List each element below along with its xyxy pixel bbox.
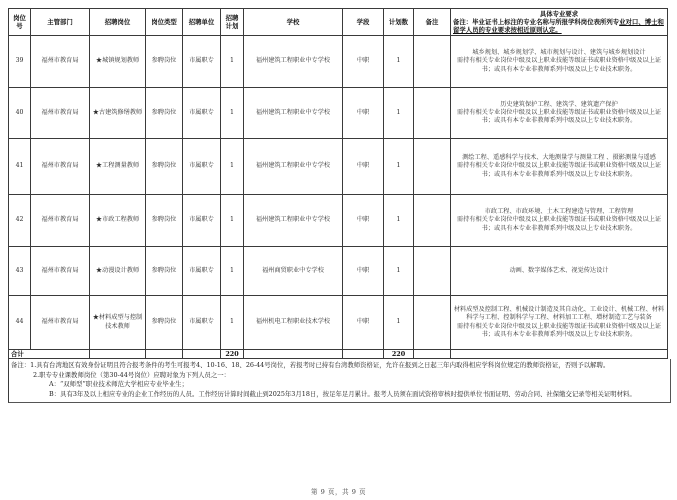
table-row: [9, 139, 668, 195]
total-plan: 220: [221, 350, 244, 359]
cell-plan-count: 1: [384, 36, 414, 88]
table-row: [9, 296, 668, 350]
cell-plan-count: 1: [384, 296, 414, 350]
header-plan-count: 计划数: [384, 9, 414, 36]
cell-plan-count: 1: [384, 195, 414, 247]
cell-requirements: [451, 36, 668, 88]
cell-stage: 中职: [343, 88, 384, 139]
cell-plan: 1: [221, 247, 244, 296]
cell-unit: 市属职专: [183, 36, 221, 88]
cell-stage: 中职: [343, 296, 384, 350]
total-empty: [244, 350, 343, 359]
header-stage: 学段: [343, 9, 384, 36]
total-empty: [343, 350, 384, 359]
recruitment-table: [8, 8, 668, 359]
cell-post-type: 参聘岗位: [146, 296, 183, 350]
req-major: 材料成型及控制工程、机械设计制造及其自动化、工业设计、机械工程、材料科学与工程、控制科学与工程、材料加工工程、增材制造工艺与装备: [453, 306, 665, 322]
cell-unit: 市属职专: [183, 247, 221, 296]
cell-school: 福州建筑工程职业中专学校: [244, 36, 343, 88]
cell-post-name: ★市政工程教师: [90, 195, 146, 247]
cell-department: 福州市教育局: [31, 88, 90, 139]
cell-post-name: ★工程测量教师: [90, 139, 146, 195]
cell-department: 福州市教育局: [31, 296, 90, 350]
cell-requirements: [451, 247, 668, 296]
cell-post-no: 40: [9, 88, 31, 139]
note-2b: B：具有3年及以上相应专业的企业工作经历的人员。工作经历计算时间截止到2025年3月18日，按足年足月累计。报考人员须在面试资格审核时提供单位书面证明、劳动合同、社保缴交记录等相关证明材料。: [49, 389, 636, 398]
cell-school: 福州机电工程职业技术学校: [244, 296, 343, 350]
requirements-title: 具体专业要求: [539, 9, 579, 18]
cell-remark: [414, 247, 451, 296]
recruitment-table-page: [8, 8, 667, 403]
cell-post-name: ★古建筑修缮教师: [90, 88, 146, 139]
requirements-note-b: 业对口、博士和留学人员的专业要求按相近原则认定。: [453, 17, 664, 35]
cell-requirements: [451, 88, 668, 139]
cell-plan: 1: [221, 195, 244, 247]
requirements-note-a: 备注：毕业证书上标注的专业名称与所报学科岗位表所列专: [453, 17, 620, 26]
req-cert: 需持有相关专业岗位中级及以上职业技能等级证书或职业资格中级及以上证书；或具有本专业非教师系列中级及以上专业技术职务。: [456, 216, 662, 232]
cell-remark: [414, 88, 451, 139]
requirements-note: [453, 18, 665, 34]
cell-post-no: 43: [9, 247, 31, 296]
cell-school: 福州建筑工程职业中专学校: [244, 195, 343, 247]
header-school: 学校: [244, 9, 343, 36]
req-major: 市政工程、市政环境、土木工程建造与管理、工程管理: [484, 208, 634, 216]
cell-stage: 中职: [343, 36, 384, 88]
cell-plan-count: 1: [384, 88, 414, 139]
notes-section: [8, 359, 671, 403]
cell-department: 福州市教育局: [31, 195, 90, 247]
req-major: 历史建筑保护工程、建筑学、建筑遗产保护: [500, 100, 618, 108]
header-department: 主管部门: [31, 9, 90, 36]
table-row: [9, 247, 668, 296]
cell-plan: 1: [221, 139, 244, 195]
table-header-row: [9, 9, 668, 36]
cell-department: 福州市教育局: [31, 139, 90, 195]
cell-remark: [414, 195, 451, 247]
cell-post-name: ★动漫设计教师: [90, 247, 146, 296]
note-2: 2.职专专业课教师岗位（第30-44号岗位）应聘对象为下列人员之一：: [33, 370, 231, 379]
cell-post-no: 42: [9, 195, 31, 247]
req-cert: 需持有相关专业岗位中级及以上职业技能等级证书或职业资格中级及以上证书；或具有本专业非教师系列中级及以上专业技术职务。: [456, 108, 662, 125]
header-unit: 招聘单位: [183, 9, 221, 36]
cell-unit: 市属职专: [183, 296, 221, 350]
cell-requirements: [451, 139, 668, 195]
cell-unit: 市属职专: [183, 195, 221, 247]
cell-school: 福州商贸职业中专学校: [244, 247, 343, 296]
cell-requirements: [451, 195, 668, 247]
cell-post-type: 参聘岗位: [146, 247, 183, 296]
total-empty: [90, 350, 146, 359]
req-cert: 需持有相关专业岗位中级及以上职业技能等级证书或职业资格中级及以上证书；或具有本专业非教师系列中级及以上专业技术职务。: [456, 162, 662, 178]
header-post-no: 岗位号: [9, 9, 31, 36]
total-label: 合计: [9, 350, 90, 359]
cell-school: 福州建筑工程职业中专学校: [244, 88, 343, 139]
cell-post-no: 41: [9, 139, 31, 195]
header-post-type: 岗位类型: [146, 9, 183, 36]
total-empty: [183, 350, 221, 359]
cell-school: 福州建筑工程职业中专学校: [244, 139, 343, 195]
total-row: [9, 350, 668, 359]
req-cert: 需持有相关专业岗位中级及以上职业技能等级证书或职业资格中级及以上证书；或具有本专业非教师系列中级及以上专业技术职务。: [456, 322, 662, 338]
cell-unit: 市属职专: [183, 88, 221, 139]
note-2a: A：“双师型”职业技术师范大学相应专业毕业生；: [49, 380, 188, 389]
cell-post-no: 44: [9, 296, 31, 350]
req-major: 城乡规划、城乡规划学、城市规划与设计、建筑与城乡规划设计: [472, 49, 646, 57]
cell-stage: 中职: [343, 139, 384, 195]
req-cert: 需持有相关专业岗位中级及以上职业技能等级证书或职业资格中级及以上证书；或具有本专业非教师系列中级及以上专业技术职务。: [456, 57, 662, 73]
req-major: 测绘工程、遥感科学与技术、大地测量学与测量工程 、摄影测量与遥感: [462, 154, 656, 162]
cell-post-name: ★城镇规划教师: [90, 36, 146, 88]
header-plan: 招聘计划: [221, 9, 244, 36]
total-empty: [146, 350, 183, 359]
cell-unit: 市属职专: [183, 139, 221, 195]
cell-remark: [414, 139, 451, 195]
cell-plan-count: 1: [384, 139, 414, 195]
note-1: 备注：1.具有台湾地区有效身份证明且符合报考条件的考生可报考4、10-16、18、26-44号岗位，若报考时已持有台湾教师资格证，允许在报到之日起三年内取得相应学科岗位规定的教师资格证，否则予以解聘。: [11, 361, 610, 369]
header-remark: 备注: [414, 9, 451, 36]
table-row: [9, 88, 668, 139]
cell-requirements: [451, 296, 668, 350]
table-row: [9, 36, 668, 88]
cell-stage: 中职: [343, 247, 384, 296]
total-empty: [414, 350, 451, 359]
cell-post-type: 参聘岗位: [146, 36, 183, 88]
header-requirements: [451, 9, 668, 36]
total-plan-count: 220: [384, 350, 414, 359]
cell-post-type: 参聘岗位: [146, 88, 183, 139]
cell-post-name: ★材料成型与控制技术教师: [90, 296, 146, 350]
cell-post-type: 参聘岗位: [146, 195, 183, 247]
cell-department: 福州市教育局: [31, 247, 90, 296]
cell-plan-count: 1: [384, 247, 414, 296]
header-post-name: 招聘岗位: [90, 9, 146, 36]
cell-post-type: 参聘岗位: [146, 139, 183, 195]
cell-remark: [414, 36, 451, 88]
cell-plan: 1: [221, 36, 244, 88]
cell-post-no: 39: [9, 36, 31, 88]
cell-plan: 1: [221, 88, 244, 139]
cell-remark: [414, 296, 451, 350]
cell-department: 福州市教育局: [31, 36, 90, 88]
req-major: 动画、数字媒体艺术、视觉传达设计: [509, 266, 609, 274]
cell-stage: 中职: [343, 195, 384, 247]
page-number: 第 9 页，共 9 页: [310, 488, 367, 496]
total-empty: [451, 350, 668, 359]
table-row: [9, 195, 668, 247]
cell-plan: 1: [221, 296, 244, 350]
